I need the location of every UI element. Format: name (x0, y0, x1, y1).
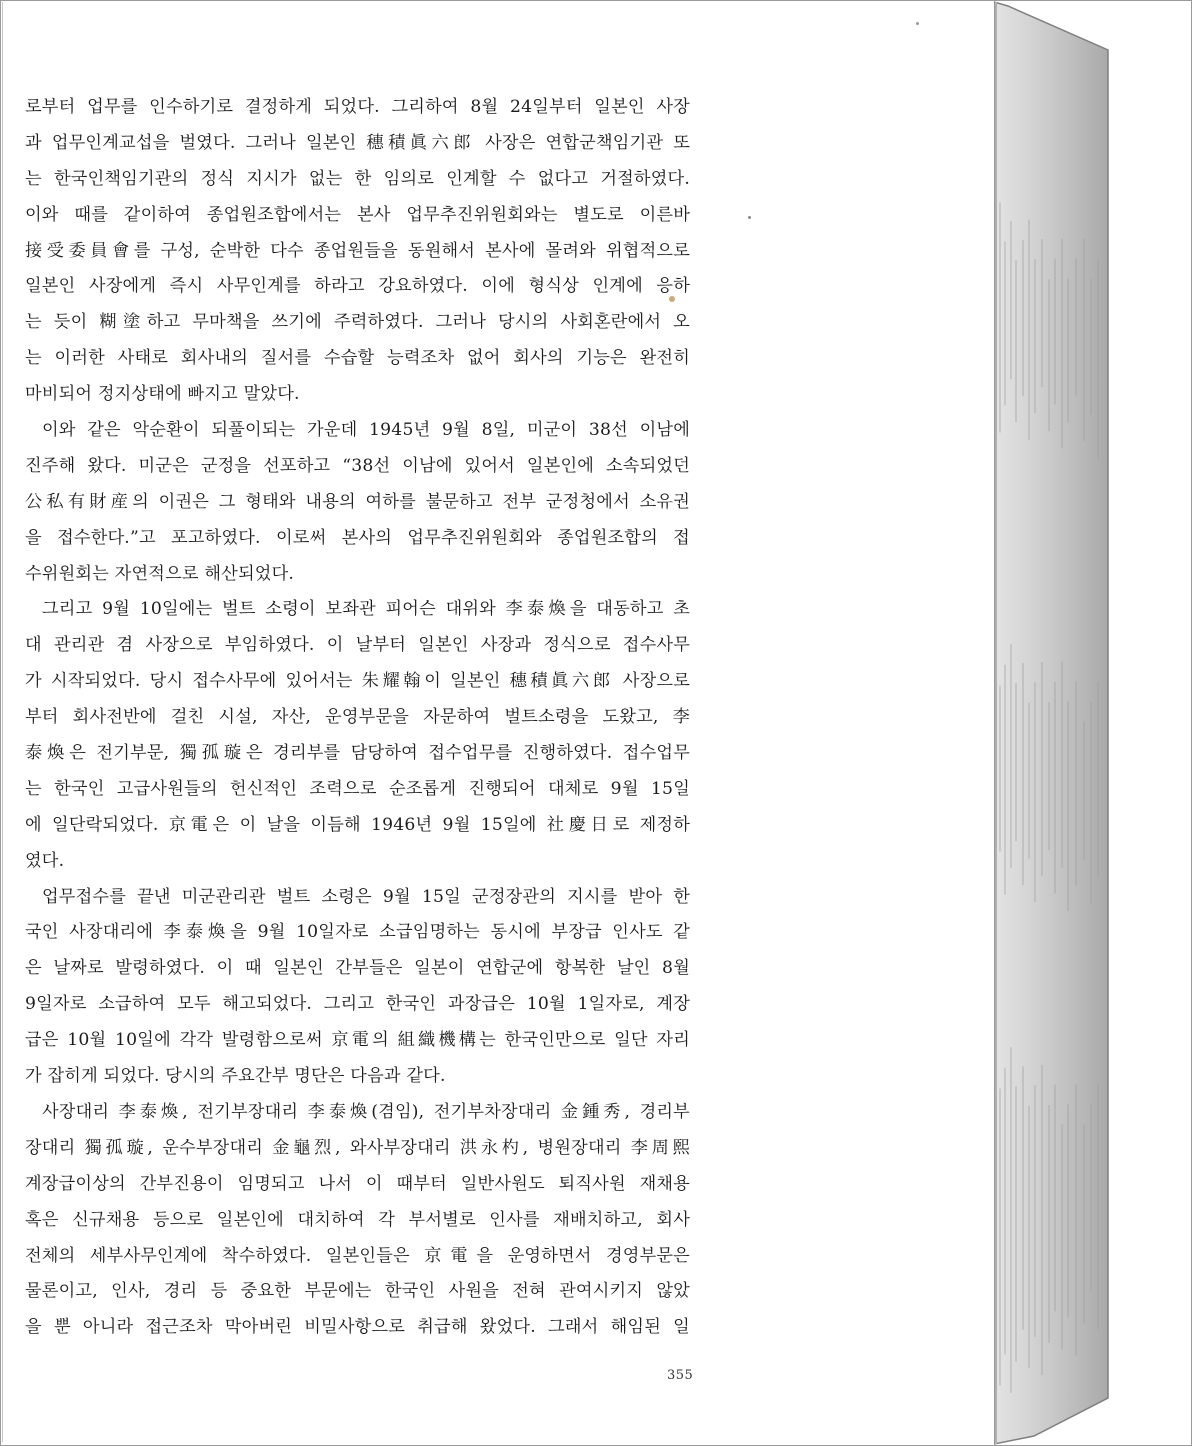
book-page (2, 2, 995, 1442)
text-line: 가 잡히게 되었다. 당시의 주요간부 명단은 다음과 같다. (25, 1066, 446, 1087)
book-edge-stack (994, 0, 1112, 1446)
text-line: 는 한국인 고급사원들의 헌신적인 조력으로 순조롭게 진행되어 대체로 9월 15일 (25, 778, 690, 799)
text-line: 업무접수를 끝낸 미군관리관 벌트 소령은 9월 15일 군정장관의 지시를 받아 한 (42, 886, 690, 907)
text-line: 에 일단락되었다. 京電은 이 날을 이듬해 1946년 9월 15일에 社慶日로 제정하 (25, 814, 690, 835)
text-line: 과 업무인계교섭을 벌였다. 그러나 일본인 穗積眞六郎 사장은 연합군책임기관 또 (25, 132, 690, 153)
text-line: 는 이러한 사태로 회사내의 질서를 수습할 능력조차 없어 회사의 기능은 완전히 (25, 348, 690, 369)
page-number: 355 (667, 1368, 694, 1383)
text-line: 公私有財産의 이권은 그 형태와 내용의 여하를 불문하고 전부 군정청에서 소유권 (25, 491, 690, 512)
text-line: 장대리 獨孤璇, 운수부장대리 金龜烈, 와사부장대리 洪永杓, 병원장대리 李周熙 (25, 1137, 690, 1158)
text-line: 물론이고, 인사, 경리 등 중요한 부문에는 한국인 사원을 전혀 관여시키지 않았 (25, 1281, 690, 1302)
scan-speck (669, 296, 675, 302)
text-line: 은 날짜로 발령하였다. 이 때 일본인 간부들은 일본이 연합군에 항복한 날인 8월 (25, 958, 690, 979)
text-line: 가 시작되었다. 당시 접수사무에 있어서는 朱耀翰이 일본인 穗積眞六郎 사장으로 (25, 671, 690, 692)
text-line: 국인 사장대리에 李泰煥을 9월 10일자로 소급임명하는 동시에 부장급 인사도 같 (25, 922, 690, 943)
text-line: 수위원회는 자연적으로 해산되었다. (25, 563, 295, 584)
text-line: 마비되어 정지상태에 빠지고 말았다. (25, 384, 300, 405)
text-line: 일본인 사장에게 즉시 사무인계를 하라고 강요하였다. 이에 형식상 인계에 응하 (25, 276, 690, 297)
text-line: 급은 10월 10일에 각각 발령함으로써 京電의 組織機構는 한국인만으로 일단 자리 (25, 1030, 690, 1051)
text-line: 로부터 업무를 인수하기로 결정하게 되었다. 그리하여 8월 24일부터 일본인 사장 (25, 97, 690, 117)
text-line: 혹은 신규채용 등으로 일본인에 대치하여 각 부서별로 인사를 재배치하고, 회사 (25, 1209, 690, 1230)
text-line: 대 관리관 겸 사장으로 부임하였다. 이 날부터 일본인 사장과 정식으로 접수사무 (25, 635, 690, 656)
text-line: 9일자로 소급하여 모두 해고되었다. 그리고 한국인 과장급은 10월 1일자로, 계장 (25, 994, 690, 1015)
body-text (25, 90, 690, 1346)
text-line: 이와 같은 악순환이 되풀이되는 가운데 1945년 9월 8일, 미군이 38선 이남에 (42, 420, 690, 441)
text-line: 을 접수한다.”고 포고하였다. 이로써 본사의 업무추진위원회와 종업원조합의 접 (25, 527, 690, 548)
text-line: 泰煥은 전기부문, 獨孤璇은 경리부를 담당하여 접수업무를 진행하였다. 접수업무 (25, 743, 690, 764)
text-line: 는 듯이 糊塗하고 무마책을 쓰기에 주력하였다. 그러나 당시의 사회혼란에서 오 (25, 312, 690, 333)
text-line: 을 뿐 아니라 접근조차 막아버린 비밀사항으로 취급해 왔었다. 그래서 해임된 일 (25, 1317, 690, 1338)
text-line: 사장대리 李泰煥, 전기부장대리 李泰煥(겸임), 전기부차장대리 金鍾秀, 경리부 (42, 1101, 690, 1122)
text-line: 이와 때를 같이하여 종업원조합에서는 본사 업무추진위원회와는 별도로 이른바 (25, 204, 690, 225)
text-line: 계장급이상의 간부진용이 임명되고 나서 이 때부터 일반사원도 퇴직사원 재채용 (25, 1173, 690, 1194)
text-line: 接受委員會를 구성, 순박한 다수 종업원들을 동원해서 본사에 몰려와 위협적으로 (25, 240, 690, 261)
text-line: 전체의 세부사무인계에 착수하였다. 일본인들은 京電을 운영하면서 경영부문은 (25, 1245, 690, 1266)
text-line: 였다. (25, 850, 65, 871)
text-line: 진주해 왔다. 미군은 군정을 선포하고 “38선 이남에 있어서 일본인에 소속되었던 (25, 455, 690, 476)
scan-speck (916, 22, 919, 25)
text-line: 부터 회사전반에 걸친 시설, 자산, 운영부문을 자문하여 벌트소령을 도왔고, 李 (25, 707, 690, 728)
text-line: 는 한국인책임기관의 정식 지시가 없는 한 임의로 인계할 수 없다고 거절하였다. (25, 168, 690, 189)
scan-speck (748, 216, 751, 219)
text-line: 그리고 9월 10일에는 벌트 소령이 보좌관 피어슨 대위와 李泰煥을 대동하고 초 (42, 599, 690, 620)
